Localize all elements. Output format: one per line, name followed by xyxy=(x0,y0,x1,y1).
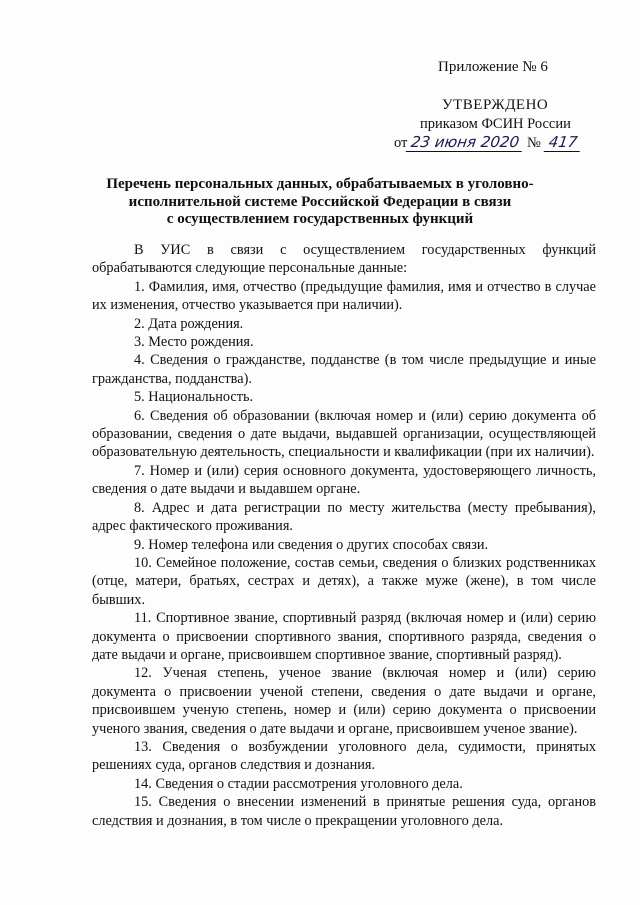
list-item: 3. Место рождения. xyxy=(134,334,254,351)
list-item: 6. Сведения об образовании (включая номер и (или) серию документа об образовании, сведения о дате выдачи, выдавшей организации, осуществляющей образовательную деятельность, специальности и квалификации (при их наличии). xyxy=(92,407,596,461)
list-item: 4. Сведения о гражданстве, подданстве (в том числе предыдущие и иные гражданства, подданства). xyxy=(92,352,596,387)
list-item: 15. Сведения о внесении изменений в принятые решения суда, органов следствия и дознания, в том числе о прекращении уголовного дела. xyxy=(92,794,596,829)
list-item: 5. Национальность. xyxy=(134,389,254,406)
order-date-line xyxy=(394,133,610,152)
list-item: 1. Фамилия, имя, отчество (предыдущие фамилия, имя и отчество в случае их изменения, отчество указывается при наличии). xyxy=(92,278,596,314)
document-body xyxy=(92,241,596,830)
number-prefix: № xyxy=(527,135,541,152)
list-item: 11. Спортивное звание, спортивный разряд (включая номер и (или) серию документа о присвоении спортивного звания, спортивного разряда, сведения о дате выдачи и органе, присвоившем спортивное звание, спортивный разряд). xyxy=(92,610,596,663)
document-title xyxy=(70,176,570,229)
list-item: 10. Семейное положение, состав семьи, сведения о близких родственниках (отце, матери, братьях, сестрах и детях), а также муже (жене), в том числе бывших. xyxy=(92,554,596,608)
intro-paragraph: В УИС в связи с осуществлением государственных функций обрабатываются следующие персональные данные: xyxy=(92,242,596,277)
title-line-2: исполнительной системе Российской Федерации в связи xyxy=(128,193,512,210)
list-item: 8. Адрес и дата регистрации по месту жительства (месту пребывания), адрес фактического проживания. xyxy=(92,499,596,535)
list-item: 12. Ученая степень, ученое звание (включая номер и (или) серию документа о присвоении ученой степени, сведения о дате выдачи и органе, присвоившем ученую степень, номер и (или) серию документа о присвоении ученого звания, сведения о дате выдачи и органе, присвоившем ученое звание). xyxy=(92,665,596,737)
date-prefix: от xyxy=(394,135,408,152)
list-item: 7. Номер и (или) серия основного документа, удостоверяющего личность, сведения о дате выдачи и выдавшем органе. xyxy=(92,462,596,498)
title-line-3: с осуществлением государственных функций xyxy=(166,211,474,228)
handwritten-date: 23 июня 2020 xyxy=(406,133,525,152)
list-item: 9. Номер телефона или сведения о других способах связи. xyxy=(134,536,489,553)
appendix-label: Приложение № 6 xyxy=(438,59,548,75)
list-item: 2. Дата рождения. xyxy=(134,315,244,332)
list-item: 14. Сведения о стадии рассмотрения уголовного дела. xyxy=(134,775,463,792)
order-label: приказом ФСИН России xyxy=(420,115,571,132)
handwritten-number: 417 xyxy=(543,133,582,152)
approved-label: УТВЕРЖДЕНО xyxy=(442,97,549,114)
title-line-1: Перечень персональных данных, обрабатываемых в уголовно- xyxy=(106,176,534,192)
list-item: 13. Сведения о возбуждении уголовного дела, судимости, принятых решениях суда, органов следствия и дознания. xyxy=(92,738,596,774)
approval-header xyxy=(380,58,610,153)
